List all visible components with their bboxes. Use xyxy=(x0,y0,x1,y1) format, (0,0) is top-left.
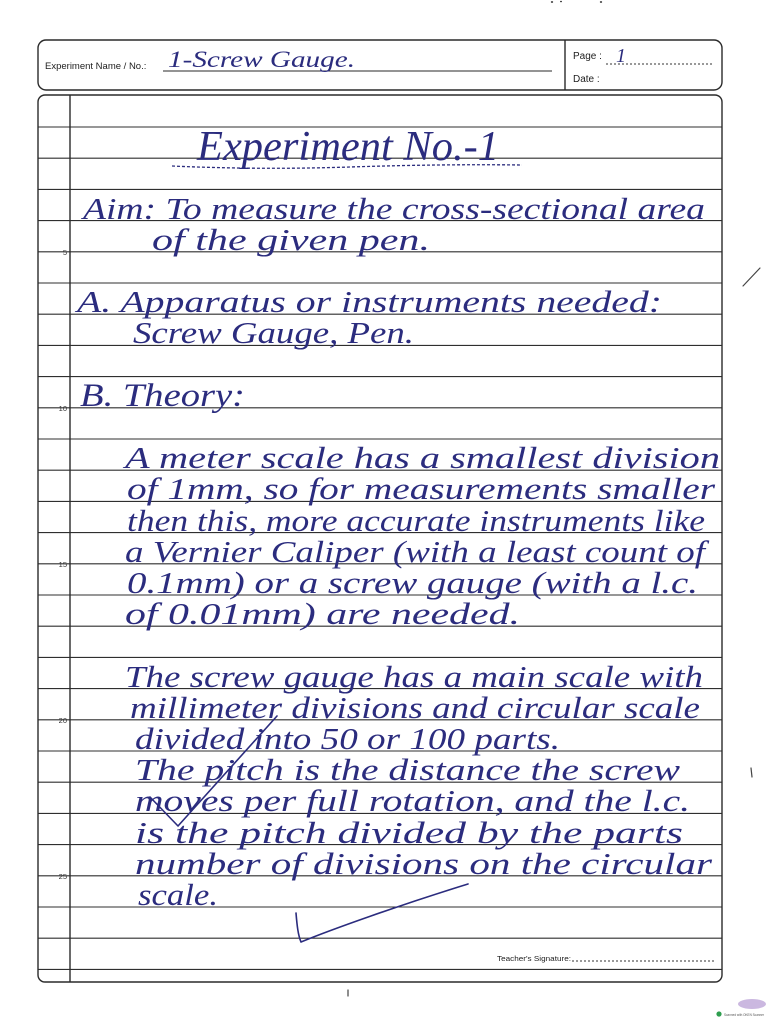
scan-mark xyxy=(560,1,562,3)
line-number: 5 xyxy=(62,247,67,257)
experiment-name-value: 1-Screw Gauge. xyxy=(168,47,355,72)
aim-line-2: of the given pen. xyxy=(152,222,430,257)
page-label: Page : xyxy=(573,51,602,62)
theory-line: moves per full rotation, and the l.c. xyxy=(135,783,690,818)
theory-line: of 0.01mm) are needed. xyxy=(125,596,520,631)
line-number: 20 xyxy=(58,715,67,725)
theory-line: scale. xyxy=(138,877,218,912)
scanner-watermark-text: Scanned with OKEN Scanner xyxy=(724,1013,765,1017)
apparatus-list: Screw Gauge, Pen. xyxy=(133,315,414,350)
experiment-name-label: Experiment Name / No.: xyxy=(45,61,147,72)
scan-mark xyxy=(551,1,553,3)
theory-line: then this, more accurate instruments like xyxy=(127,503,706,538)
date-label: Date : xyxy=(573,74,600,85)
apparatus-heading: A. Apparatus or instruments needed: xyxy=(74,284,663,319)
aim-line-1: Aim: To measure the cross-sectional area xyxy=(80,191,706,226)
page-number: 1 xyxy=(616,45,626,67)
theory-line: divided into 50 or 100 parts. xyxy=(135,721,560,756)
scanner-badge-icon xyxy=(716,1011,721,1016)
theory-line: A meter scale has a smallest division xyxy=(122,440,720,475)
teacher-signature-label: Teacher's Signature: xyxy=(497,954,571,963)
theory-line: is the pitch divided by the parts xyxy=(135,815,683,850)
line-number: 25 xyxy=(58,871,67,881)
line-number: 15 xyxy=(58,559,67,569)
theory-heading: B. Theory: xyxy=(80,378,245,414)
theory-line: of 1mm, so for measurements smaller xyxy=(127,471,717,506)
theory-line: 0.1mm) or a screw gauge (with a l.c. xyxy=(127,565,698,600)
theory-line: The screw gauge has a main scale with xyxy=(125,659,703,694)
scanner-logo xyxy=(738,999,766,1009)
line-number: 10 xyxy=(58,403,67,413)
experiment-title: Experiment No.-1 xyxy=(195,124,499,170)
scan-mark xyxy=(600,1,602,3)
theory-line: millimeter divisions and circular scale xyxy=(130,690,701,725)
theory-line: The pitch is the distance the screw xyxy=(135,752,681,787)
theory-line: number of divisions on the circular xyxy=(135,846,714,881)
theory-line: a Vernier Caliper (with a least count of xyxy=(125,534,711,569)
